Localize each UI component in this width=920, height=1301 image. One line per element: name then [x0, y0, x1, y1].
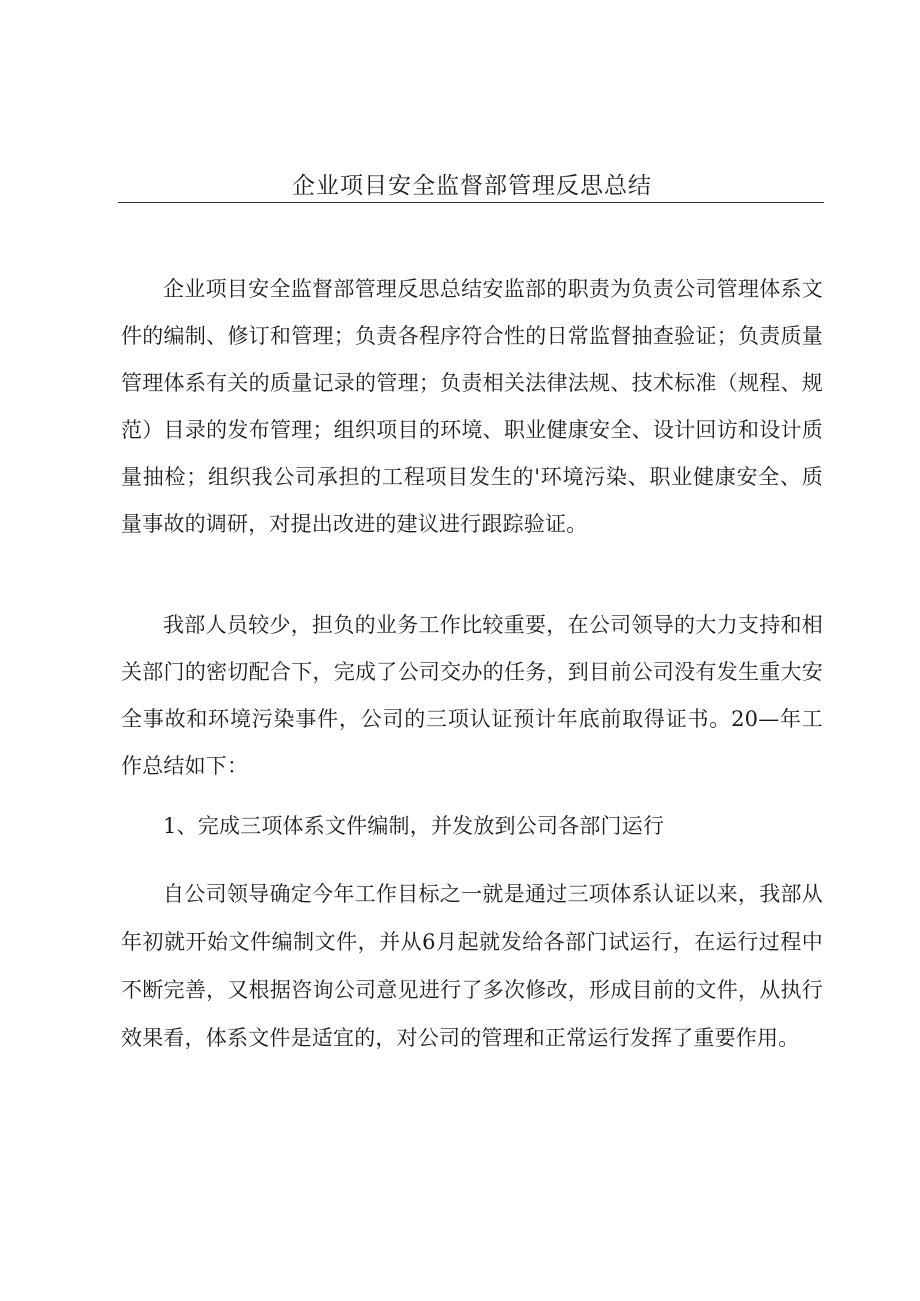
paragraph-responsibilities: 企业项目安全监督部管理反思总结安监部的职责为负责公司管理体系文件的编制、修订和管理；负责各程序符合性的日常监督抽查验证；负责质量管理体系有关的质量记录的管理；负责相关法律法规、技术标准（规程、规范）目录的发布管理；组织项目的环境、职业健康安全、设计回访和设计质量抽检；组织我公司承担的工程项目发生的'环境污染、职业健康安全、质量事故的调研，对提出改进的建议进行跟踪验证。 — [121, 277, 823, 536]
section-heading-1: 1、完成三项体系文件编制，并发放到公司各部门运行 — [163, 814, 665, 838]
title-underline — [118, 202, 824, 203]
paragraph-department-overview: 我部人员较少，担负的业务工作比较重要，在公司领导的大力支持和相关部门的密切配合下，完成了公司交办的任务，到目前公司没有发生重大安全事故和环境污染事件，公司的三项认证预计年底前取得证书。20—年工作总结如下： — [121, 613, 823, 778]
paragraph-system-documents: 自公司领导确定今年工作目标之一就是通过三项体系认证以来，我部从年初就开始文件编制文件，并从6月起就发给各部门试运行，在运行过程中不断完善，又根据咨询公司意见进行了多次修改，形成目前的文件，从执行效果看，体系文件是适宜的，对公司的管理和正常运行发挥了重要作用。 — [121, 882, 823, 1050]
document-title: 企业项目安全监督部管理反思总结 — [292, 173, 652, 199]
